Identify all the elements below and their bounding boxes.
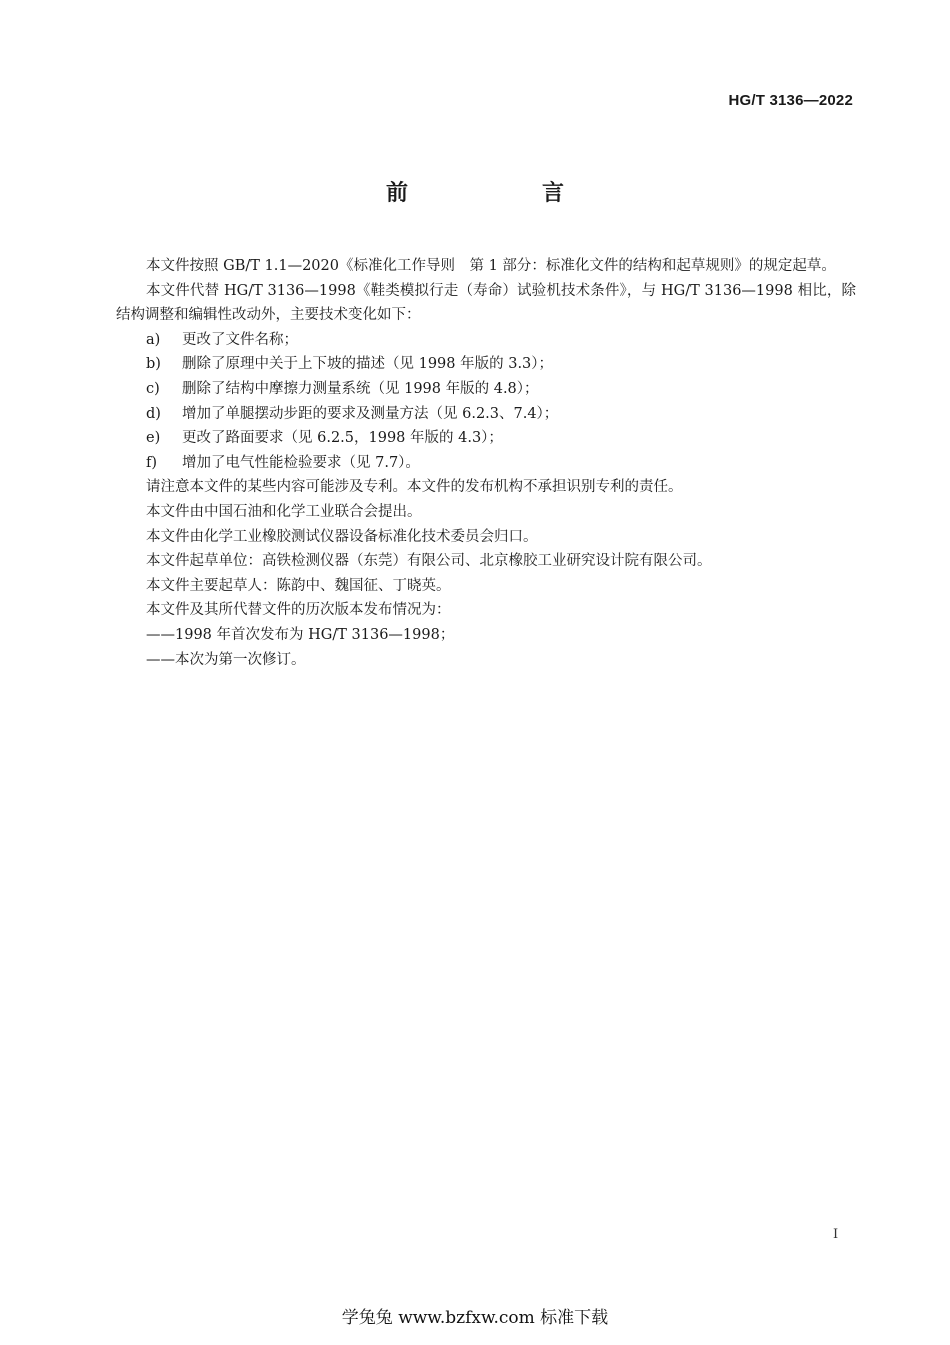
change-item: [116, 451, 856, 476]
change-item-marker: e): [146, 430, 161, 447]
document-code: HG/T 3136—2022: [728, 92, 853, 109]
paragraph-committee: 本文件由化学工业橡胶测试仪器设备标准化技术委员会归口。: [146, 528, 538, 545]
change-item-text: 删除了原理中关于上下坡的描述（见 1998 年版的 3.3）；: [182, 356, 554, 373]
change-item-text: 更改了文件名称；: [182, 331, 298, 348]
change-item-marker: a): [146, 331, 161, 348]
change-item: [116, 328, 856, 353]
paragraph-drafting-rules: 本文件按照 GB/T 1.1—2020《标准化工作导则 第 1 部分：标准化文件的结构和起草规则》的规定起草。: [146, 258, 836, 274]
page-title: 前 言: [385, 181, 620, 206]
page-number: I: [833, 1227, 839, 1242]
paragraph-drafting-units: 本文件起草单位：高铁检测仪器（东莞）有限公司、北京橡胶工业研究设计院有限公司。: [146, 553, 712, 570]
change-item: [116, 402, 856, 427]
change-item: [116, 352, 856, 377]
history-item: ——本次为第一次修订。: [146, 651, 306, 668]
change-item: [116, 377, 856, 402]
change-item-marker: f): [146, 454, 158, 471]
change-item-text: 删除了结构中摩擦力测量系统（见 1998 年版的 4.8）；: [182, 380, 539, 397]
change-item: [116, 426, 856, 451]
foreword-body: [116, 254, 856, 672]
history-item: ——1998 年首次发布为 HG/T 3136—1998；: [146, 626, 455, 643]
change-item-marker: b): [146, 356, 161, 373]
paragraph-proposer: 本文件由中国石油和化学工业联合会提出。: [146, 503, 422, 520]
change-item-marker: d): [146, 405, 161, 422]
change-item-text: 更改了路面要求（见 6.2.5，1998 年版的 4.3）；: [182, 430, 503, 447]
change-item-marker: c): [146, 380, 160, 397]
paragraph-history-intro: 本文件及其所代替文件的历次版本发布情况为：: [146, 602, 451, 619]
paragraph-drafters: 本文件主要起草人：陈韵中、魏国征、丁晓英。: [146, 577, 451, 594]
paragraph-patent-notice: 请注意本文件的某些内容可能涉及专利。本文件的发布机构不承担识别专利的责任。: [146, 479, 683, 496]
paragraph-replacement: 本文件代替 HG/T 3136—1998《鞋类模拟行走（寿命）试验机技术条件》，与 HG/T 3136—1998 相比，除结构调整和编辑性改动外，主要技术变化如下：: [116, 282, 856, 324]
change-item-text: 增加了单腿摆动步距的要求及测量方法（见 6.2.3、7.4）；: [182, 405, 559, 422]
footer-watermark: 学兔兔 www.bzfxw.com 标准下载: [341, 1308, 609, 1328]
change-item-text: 增加了电气性能检验要求（见 7.7）。: [182, 454, 420, 471]
